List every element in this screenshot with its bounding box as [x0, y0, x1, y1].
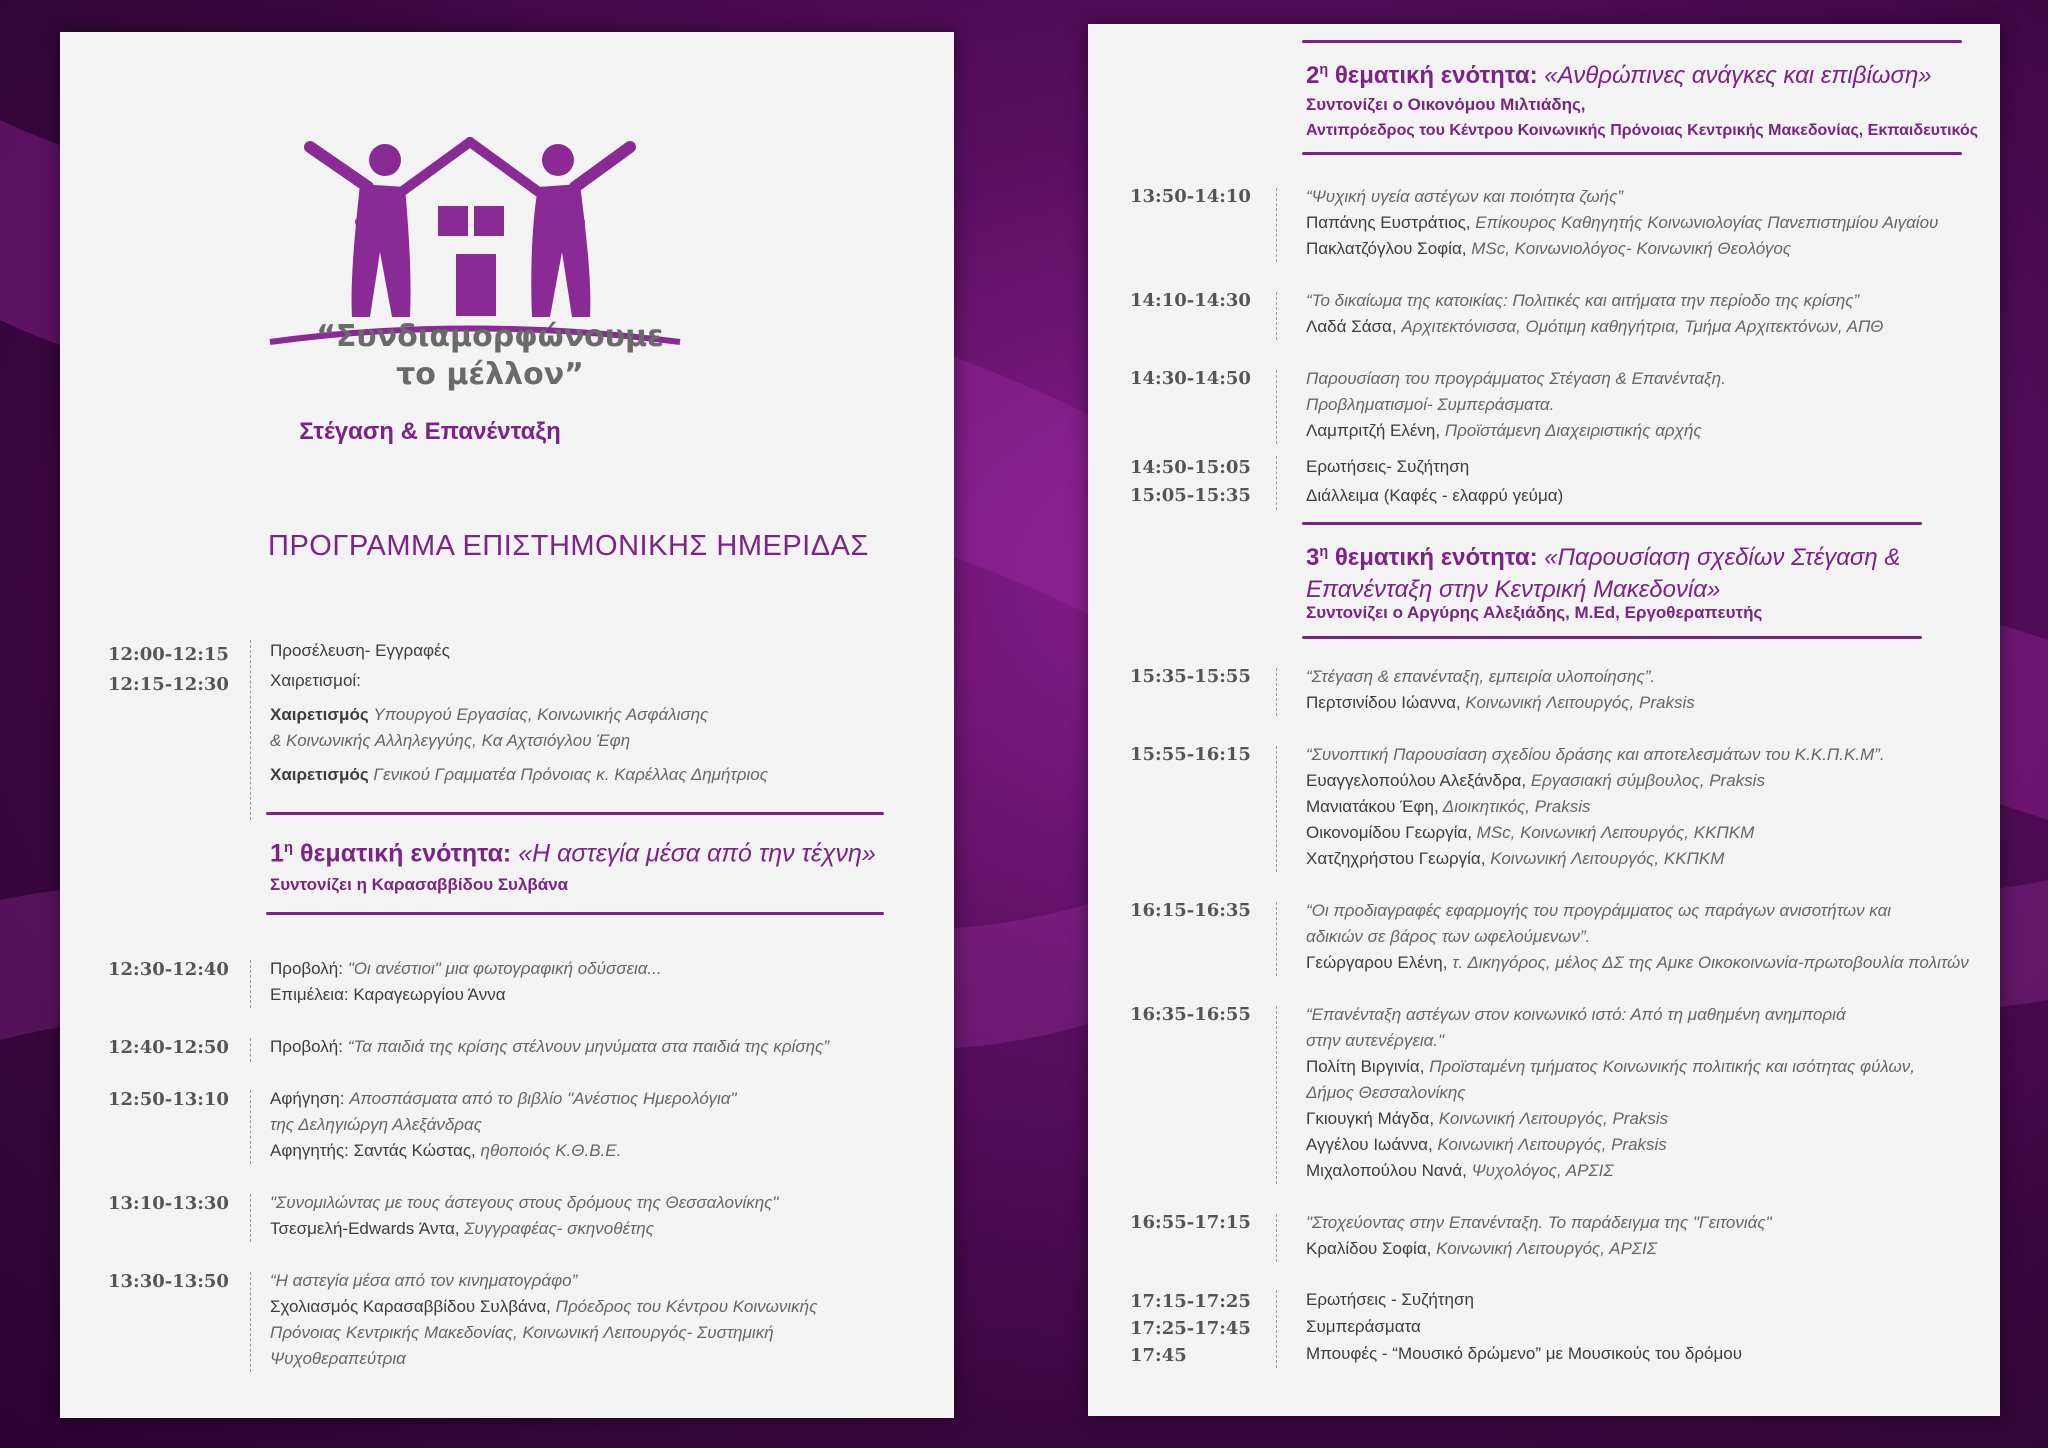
entry-line [1306, 820, 1885, 846]
entry-detail: "Συνομιλώντας με τους άστεγους στους δρόμους της Θεσσαλονίκης" [270, 1193, 779, 1212]
entry-text: Ερωτήσεις- Συζήτηση [1306, 457, 1470, 476]
entry-detail: Σαντάς Κώστας, [353, 1141, 476, 1160]
entry-detail: “Η αστεγία μέσα από τον κινηματογράφο” [270, 1271, 578, 1290]
entry-label: Οικονομίδου Γεωργία, [1306, 823, 1472, 842]
timeline-divider [1276, 668, 1277, 716]
entry-label: Επιμέλεια: [270, 985, 349, 1004]
entry-detail: "Στοχεύοντας στην Επανένταξη. Το παράδειγμα της "Γειτονιάς" [1306, 1213, 1772, 1232]
section-number: 3 [1306, 544, 1320, 571]
time-label: 12:30-12:40 [108, 959, 229, 980]
entry-line [1306, 950, 1969, 976]
time-label: 15:05-15:35 [1130, 485, 1251, 506]
entry-detail: Παρουσίαση του προγράμματος Στέγαση & Επανένταξη. [1306, 369, 1726, 388]
section-3-moderator: Συντονίζει ο Αργύρης Αλεξιάδης, M.Ed, Εργοθεραπευτής [1306, 603, 1763, 622]
time-label: 12:00-12:15 [108, 644, 229, 665]
timeline-divider [250, 1038, 251, 1062]
entry-detail: τ. Δικηγόρος, μέλος ΔΣ της Αμκε Οικοκοινωνία-πρωτοβουλία πολιτών [1447, 953, 1969, 972]
entry-line [1306, 846, 1885, 872]
program-title: ΠΡΟΓΡΑΜΜΑ ΕΠΙΣΤΗΜΟΝΙΚΗΣ ΗΜΕΡΙΔΑΣ [268, 530, 869, 562]
section-label: θεματική ενότητα: [300, 839, 512, 868]
time-label: 12:40-12:50 [108, 1037, 229, 1058]
time-label: 15:35-15:55 [1130, 666, 1251, 687]
time-label: 16:15-16:35 [1130, 900, 1251, 921]
moderator-line: Αντιπρόεδρος του Κέντρου Κοινωνικής Πρόνοιας Κεντρικής Μακεδονίας, Εκπαιδευτικός [1306, 122, 1979, 139]
entry-label: Παπάνης Ευστράτιος, [1306, 213, 1471, 232]
entry-detail: Αποσπάσματα από το βιβλίο "Ανέστιος Ημερολόγια" [349, 1089, 737, 1108]
session-entry [1306, 184, 1938, 262]
entry-detail: στην αυτενέργεια." [1306, 1031, 1445, 1050]
entry-label: Κραλίδου Σοφία, [1306, 1239, 1432, 1258]
intro-entries [270, 638, 768, 788]
moderator-line: Συντονίζει ο Οικονόμου Μιλτιάδης, [1306, 95, 1586, 114]
slogan-line-2: το μέλλον” [396, 357, 584, 392]
entry-detail: Υπουργού Εργασίας, Κοινωνικής Ασφάλισης [373, 705, 709, 724]
entry-line [1306, 1210, 1772, 1236]
entry-label: Πακλατζόγλου Σοφία, [1306, 239, 1467, 258]
time-label: 17:25-17:45 [1130, 1318, 1251, 1339]
entry-line [1306, 1002, 1915, 1028]
entry-label: Τσεσμελή-Edwards Άντα, [270, 1219, 460, 1238]
entry-label: Πολίτη Βιργινία, [1306, 1057, 1425, 1076]
entry-detail: (Καφές - ελαφρύ γεύμα) [1383, 486, 1564, 505]
timeline-divider [1276, 292, 1277, 340]
entry-text: Συμπεράσματα [1306, 1317, 1421, 1336]
section-title-text: Επανένταξη στην Κεντρική Μακεδονία» [1306, 576, 1721, 603]
entry-line [1306, 924, 1969, 950]
entry-detail: Αρχιτεκτόνισσα, Ομότιμη καθηγήτρια, Τμήμα Αρχιτεκτόνων, ΑΠΘ [1401, 317, 1884, 336]
section-rule [1302, 522, 1922, 525]
slogan-line-1: “Συνδιαμορφώνουμε [316, 319, 664, 354]
qa-entries [1306, 452, 1563, 510]
entry-detail: Δήμος Θεσσαλονίκης [1306, 1083, 1466, 1102]
entry-detail: Διοικητικός, Praksis [1438, 797, 1591, 816]
entry-detail: “Στέγαση & επανένταξη, εμπειρία υλοποίησης”. [1306, 667, 1656, 686]
entry-detail: Επίκουρος Καθηγητής Κοινωνιολογίας Πανεπιστημίου Αιγαίου [1475, 213, 1939, 232]
entry-detail: “Επανένταξη αστέγων στον κοινωνικό ιστό: Από τη μαθημένη ανημποριά [1306, 1005, 1846, 1024]
section-title-text: «Η αστεγία μέσα από την τέχνη» [518, 839, 876, 868]
right-page [1088, 24, 2000, 1416]
time-label: 13:10-13:30 [108, 1193, 229, 1214]
section-rule [266, 912, 884, 915]
logo-slogan [310, 318, 670, 394]
entry-text: Χαιρετισμοί: [270, 671, 361, 690]
entry-detail: “Το δικαίωμα της κατοικίας: Πολιτικές και αιτήματα την περίοδο της κρίσης” [1306, 291, 1860, 310]
entry-line [1306, 1080, 1915, 1106]
timeline-divider [1276, 370, 1277, 444]
entry-label: Μιχαλοπούλου Νανά, [1306, 1161, 1467, 1180]
entry-label: Χατζηχρήστου Γεωργία, [1306, 849, 1486, 868]
entry-line [1306, 1158, 1915, 1184]
entry-detail: Προβληματισμοί- Συμπεράσματα. [1306, 395, 1555, 414]
logo-subtitle: Στέγαση & Επανένταξη [299, 418, 561, 445]
entry-line [1306, 1054, 1915, 1080]
entry-detail: της Δεληγιώργη Αλεξάνδρας [270, 1115, 482, 1134]
section-number: 2 [1306, 62, 1320, 89]
timeline-divider [1276, 188, 1277, 262]
section-rule [1302, 40, 1962, 43]
entry-label: Χαιρετισμός [270, 705, 369, 724]
session-entry [1306, 1210, 1772, 1262]
entry-label: Αγγέλου Ιωάννα, [1306, 1135, 1433, 1154]
entry-text: Μπουφές - “Μουσικό δρώμενο” με Μουσικούς του δρόμου [1306, 1344, 1743, 1363]
closing-entries [1306, 1286, 1742, 1367]
entry-detail: Πρόεδρος του Κέντρου Κοινωνικής [555, 1297, 818, 1316]
timeline-divider [250, 1194, 251, 1242]
entry-detail: MSc, Κοινωνική Λειτουργός, ΚΚΠΚΜ [1471, 823, 1755, 842]
session-entry [270, 956, 662, 1008]
qa-times [1130, 454, 1251, 510]
entry-detail: Γενικού Γραμματέα Πρόνοιας κ. Καρέλλας Δημήτριος [373, 765, 769, 784]
entry-detail: & Κοινωνικής Αλληλεγγύης, Κα Αχτσιόγλου Έφη [270, 731, 631, 750]
section-2-moderator [1306, 92, 1978, 144]
entry-detail: “Συνοπτική Παρουσίαση σχεδίου δράσης και αποτελεσμάτων του Κ.Κ.Π.Κ.Μ”. [1306, 745, 1885, 764]
session-entry [1306, 742, 1885, 872]
session-entry [1306, 366, 1726, 444]
entry-line [1306, 1028, 1915, 1054]
entry-label: Προβολή: [270, 1037, 343, 1056]
entry-line [1306, 1106, 1915, 1132]
timeline-divider [1276, 746, 1277, 872]
section-1-title [270, 832, 876, 869]
entry-line [1306, 794, 1885, 820]
time-label: 14:10-14:30 [1130, 290, 1251, 311]
section-3-title [1306, 536, 1900, 606]
entry-label: Ευαγγελοπούλου Αλεξάνδρα, [1306, 771, 1527, 790]
entry-label: Σχολιασμός Καρασαββίδου Συλβάνα, [270, 1297, 551, 1316]
time-label: 17:15-17:25 [1130, 1291, 1251, 1312]
session-entry [1306, 898, 1969, 976]
entry-detail: Συγγραφέας- σκηνοθέτης [464, 1219, 655, 1238]
entry-detail: Κοινωνική Λειτουργός, Praksis [1434, 1109, 1669, 1128]
entry-detail: Προϊστάμενη Διαχειριστικής αρχής [1444, 421, 1702, 440]
entry-line [1306, 664, 1695, 690]
time-label: 14:50-15:05 [1130, 457, 1251, 478]
entry-detail: Πρόνοιας Κεντρικής Μακεδονίας, Κοινωνική Λειτουργός- Συστημική [270, 1323, 774, 1342]
entry-label: Διάλλειμα [1306, 486, 1379, 505]
entry-label: Γεώργαρου Ελένη, [1306, 953, 1448, 972]
session-entry [270, 1086, 737, 1164]
entry-detail: Καραγεωργίου Άννα [353, 985, 506, 1004]
entry-detail: “Οι προδιαγραφές εφαρμογής του προγράμματος ως παράγων ανισοτήτων και [1306, 901, 1892, 920]
section-title-text: «Παρουσίαση σχεδίων Στέγαση & [1544, 544, 1901, 571]
entry-detail: Κοινωνική Λειτουργός, ΚΚΠΚΜ [1485, 849, 1725, 868]
section-rule [266, 812, 884, 815]
entry-detail: “Τα παιδιά της κρίσης στέλνουν μηνύματα στα παιδιά της κρίσης” [347, 1037, 829, 1056]
section-2-title [1306, 54, 1932, 92]
section-rule [1302, 152, 1962, 155]
entry-detail: Εργασιακή σύμβουλος, Praksis [1526, 771, 1765, 790]
entry-detail: MSc, Κοινωνιολόγος- Κοινωνική Θεολόγος [1471, 239, 1792, 258]
entry-line [1306, 1132, 1915, 1158]
entry-detail: ηθοποιός Κ.Θ.Β.Ε. [480, 1141, 622, 1160]
session-entry [270, 1268, 817, 1372]
entry-text: Προσέλευση- Εγγραφές [270, 641, 450, 660]
session-entry [270, 1190, 778, 1242]
entry-line [1306, 898, 1969, 924]
timeline-divider [250, 640, 251, 820]
intro-times [108, 640, 229, 700]
session-entry [1306, 288, 1884, 340]
entry-label: Λαδά Σάσα, [1306, 317, 1397, 336]
timeline-divider [1276, 1290, 1277, 1368]
left-page [60, 32, 954, 1418]
entry-line [1306, 742, 1885, 768]
session-entry [1306, 664, 1695, 716]
closing-times [1130, 1288, 1251, 1369]
session-entry [1306, 1002, 1915, 1184]
section-label: θεματική ενότητα: [1334, 62, 1538, 89]
entry-detail: Ψυχολόγος, ΑΡΣΙΣ [1466, 1161, 1614, 1180]
timeline-divider [250, 1090, 251, 1164]
section-number: 1 [270, 839, 284, 868]
timeline-divider [1276, 1214, 1277, 1262]
entry-label: Γκιουγκή Μάγδα, [1306, 1109, 1435, 1128]
session-entry [270, 1034, 829, 1060]
entry-label: Χαιρετισμός [270, 765, 369, 784]
entry-text: Ερωτήσεις - Συζήτηση [1306, 1290, 1474, 1309]
entry-label: Προβολή: [270, 959, 343, 978]
time-label: 13:30-13:50 [108, 1271, 229, 1292]
time-label: 14:30-14:50 [1130, 368, 1251, 389]
time-label: 13:50-14:10 [1130, 186, 1251, 207]
time-label: 17:45 [1130, 1345, 1187, 1366]
entry-line [1306, 1236, 1772, 1262]
timeline-divider [1276, 456, 1277, 510]
entry-detail: "Οι ανέστιοι" μια φωτογραφική οδύσσεια... [347, 959, 662, 978]
time-label: 16:35-16:55 [1130, 1004, 1251, 1025]
section-sup: η [1319, 544, 1329, 560]
time-label: 16:55-17:15 [1130, 1212, 1251, 1233]
timeline-divider [1276, 902, 1277, 976]
entry-detail: “Ψυχική υγεία αστέγων και ποιότητα ζωής” [1306, 187, 1624, 206]
entry-detail: Κοινωνική Λειτουργός, Praksis [1460, 693, 1695, 712]
entry-label: Αφήγηση: [270, 1089, 345, 1108]
timeline-divider [1276, 1006, 1277, 1184]
timeline-divider [250, 960, 251, 1008]
section-sup: η [283, 839, 294, 856]
section-1-moderator: Συντονίζει η Καρασαββίδου Συλβάνα [270, 875, 569, 894]
time-label: 15:55-16:15 [1130, 744, 1251, 765]
entry-detail: Κοινωνική Λειτουργός, Praksis [1432, 1135, 1667, 1154]
section-rule [1302, 636, 1922, 639]
entry-line [1306, 768, 1885, 794]
entry-detail: Κοινωνική Λειτουργός, ΑΡΣΙΣ [1431, 1239, 1657, 1258]
entry-detail: Ψυχοθεραπεύτρια [270, 1349, 406, 1368]
entry-label: Περτσινίδου Ιώαννα, [1306, 693, 1461, 712]
entry-line [1306, 690, 1695, 716]
time-label: 12:50-13:10 [108, 1089, 229, 1110]
entry-label: Λαμπριτζή Ελένη, [1306, 421, 1441, 440]
time-label: 12:15-12:30 [108, 674, 229, 695]
entry-detail: αδικιών σε βάρος των ωφελούμενων”. [1306, 927, 1591, 946]
entry-label: Αφηγητής: [270, 1141, 349, 1160]
entry-detail: Προϊσταμένη τμήματος Κοινωνικής πολιτικής και ισότητας φύλων, [1424, 1057, 1916, 1076]
section-label: θεματική ενότητα: [1334, 544, 1538, 571]
section-title-text: «Ανθρώπινες ανάγκες και επιβίωση» [1544, 62, 1932, 89]
timeline-divider [250, 1272, 251, 1372]
section-sup: η [1319, 62, 1329, 78]
entry-label: Μανιατάκου Έφη, [1306, 797, 1439, 816]
